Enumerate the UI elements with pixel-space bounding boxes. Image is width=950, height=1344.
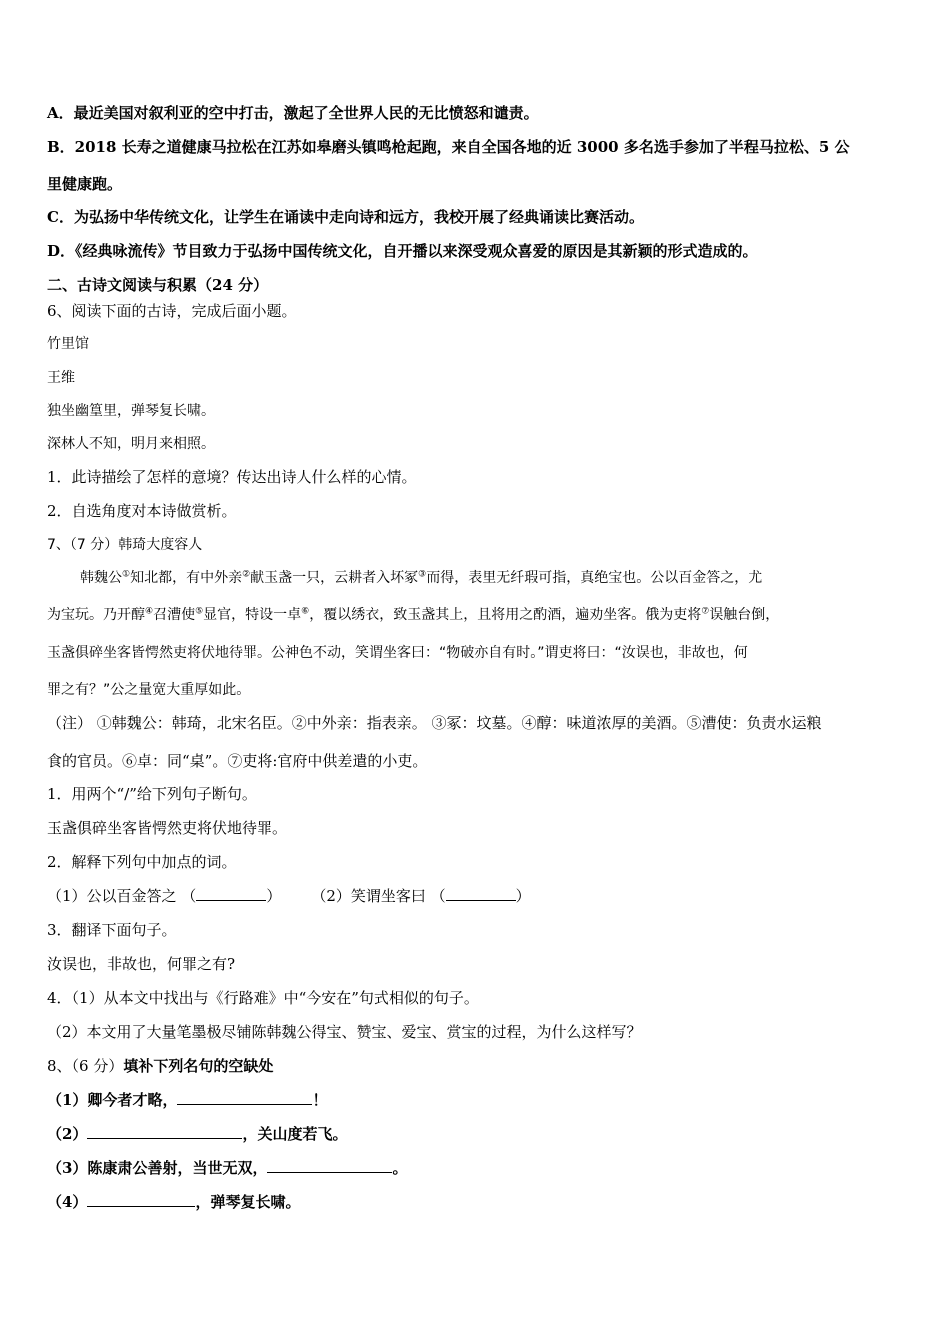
answer-blank[interactable] (196, 886, 266, 901)
q7-sub3-text: 汝误也，非故也，何罪之有? (47, 955, 236, 973)
note-ref: ② (242, 569, 251, 580)
passage-text: 知北都，有中外亲 (130, 570, 243, 586)
note-ref: ③ (418, 569, 427, 580)
option-d: D．《经典咏流传》节目致力于弘扬中国传统文化，自开播以来深受观众喜爱的原因是其新颖的形式造成的。 (47, 242, 758, 260)
passage-text: ，覆以绣衣，致玉盏其上，且将用之酌酒，遍劝坐客。俄为吏将 (309, 607, 702, 623)
poem-line-1: 独坐幽篁里，弹琴复长啸。 (47, 403, 215, 419)
note-ref: ⑦ (701, 606, 710, 617)
poem-author: 王维 (47, 370, 75, 386)
q7-sub1: 1．用两个“/”给下列句子断句。 (47, 785, 257, 803)
note-ref: ⑤ (195, 606, 204, 617)
passage-text: 召漕使 (153, 607, 196, 623)
poem-title: 竹里馆 (47, 336, 89, 352)
note-ref: ① (122, 569, 131, 580)
answer-blank[interactable] (87, 1124, 242, 1139)
q7-sub3: 3．翻译下面句子。 (47, 921, 177, 939)
passage-text: 误触台倒， (709, 607, 780, 623)
q6-prompt: 6、阅读下面的古诗，完成后面小题。 (47, 302, 297, 320)
section-heading: 二、古诗文阅读与积累（24 分） (47, 276, 269, 294)
option-b-line2: 里健康跑。 (47, 175, 123, 193)
option-c: C．为弘扬中华传统文化，让学生在诵读中走向诗和远方，我校开展了经典诵读比赛活动。 (47, 208, 644, 226)
note-ref: ⑥ (301, 606, 310, 617)
fill-text: （4） (47, 1193, 88, 1211)
answer-blank[interactable] (177, 1090, 312, 1105)
q7-sub4: 4．（1）从本文中找出与《行路难》中“今安在”句式相似的句子。 (47, 989, 479, 1007)
fill-text: ！ (312, 1091, 328, 1109)
fill-text: ，弹琴复长啸。 (195, 1193, 301, 1211)
q7-passage-line1 (80, 568, 907, 588)
q8-title (47, 1056, 907, 1076)
answer-blank[interactable] (87, 1192, 195, 1207)
fill-text: （1）卿今者才略， (47, 1091, 178, 1109)
q8-title-text: 填补下列名句的空缺处 (123, 1057, 274, 1075)
sub2-item2-label: （2）笑谓坐客曰 （ (311, 887, 446, 905)
q7-note-line2: 食的官员。⑥卓：同“桌”。⑦吏将:官府中供差遣的小吏。 (47, 752, 428, 770)
q7-note-line1: （注） ①韩魏公：韩琦，北宋名臣。②中外亲：指表亲。 ③冢：坟墓。④醇：味道浓厚的美酒。⑤漕使：负责水运粮 (47, 714, 822, 732)
passage-text: 献玉盏一只，云耕者入坏冢 (250, 570, 419, 586)
q8-title-prefix: 8、（6 分） (47, 1057, 124, 1075)
q6-sub2: 2．自选角度对本诗做赏析。 (47, 502, 237, 520)
q8-item3 (47, 1158, 907, 1178)
note-ref: ④ (145, 606, 154, 617)
q6-sub1: 1．此诗描绘了怎样的意境？传达出诗人什么样的心情。 (47, 468, 417, 486)
q8-item4 (47, 1192, 907, 1212)
q7-sub1-text: 玉盏俱碎坐客皆愕然吏将伏地待罪。 (47, 819, 288, 837)
answer-blank[interactable] (267, 1158, 392, 1173)
q7-passage-line2 (47, 605, 907, 625)
bracket: ） (515, 887, 531, 905)
bracket: ） (266, 887, 282, 905)
answer-blank[interactable] (446, 886, 516, 901)
fill-text: 。 (392, 1159, 408, 1177)
passage-text: 为宝玩。乃开醇 (47, 607, 145, 623)
q8-item2 (47, 1124, 907, 1144)
q7-title: 7、（7 分）韩琦大度容人 (47, 537, 203, 553)
passage-text: 显官，特设一卓 (203, 607, 302, 623)
q8-item1 (47, 1090, 907, 1110)
fill-text: （2） (47, 1125, 88, 1143)
sub2-item1-label: （1）公以百金答之 （ (47, 887, 197, 905)
option-a: A．最近美国对叙利亚的空中打击，激起了全世界人民的无比愤怒和谴责。 (47, 104, 539, 122)
q7-sub4-2: （2）本文用了大量笔墨极尽铺陈韩魏公得宝、赞宝、爱宝、赏宝的过程，为什么这样写？ (47, 1023, 642, 1041)
q7-passage-line4: 罪之有？”公之量宽大重厚如此。 (47, 682, 251, 698)
fill-text: （3）陈康肃公善射，当世无双， (47, 1159, 268, 1177)
q7-passage-line3: 玉盏俱碎坐客皆愕然吏将伏地待罪。公神色不动，笑谓坐客曰：“物破亦自有时。”谓吏将曰：“汝误也，非故也，何 (47, 645, 748, 661)
passage-text: 韩魏公 (80, 570, 122, 586)
option-b-line1: B．2018 长寿之道健康马拉松在江苏如皋磨头镇鸣枪起跑，来自全国各地的近 3000 多名选手参加了半程马拉松、5 公 (47, 138, 850, 156)
q7-sub2: 2．解释下列句中加点的词。 (47, 853, 237, 871)
fill-text: ，关山度若飞。 (242, 1125, 348, 1143)
q7-sub2-items (47, 886, 907, 906)
passage-text: 而得，表里无纤瑕可指，真绝宝也。公以百金答之，尤 (426, 570, 763, 586)
poem-line-2: 深林人不知，明月来相照。 (47, 436, 215, 452)
